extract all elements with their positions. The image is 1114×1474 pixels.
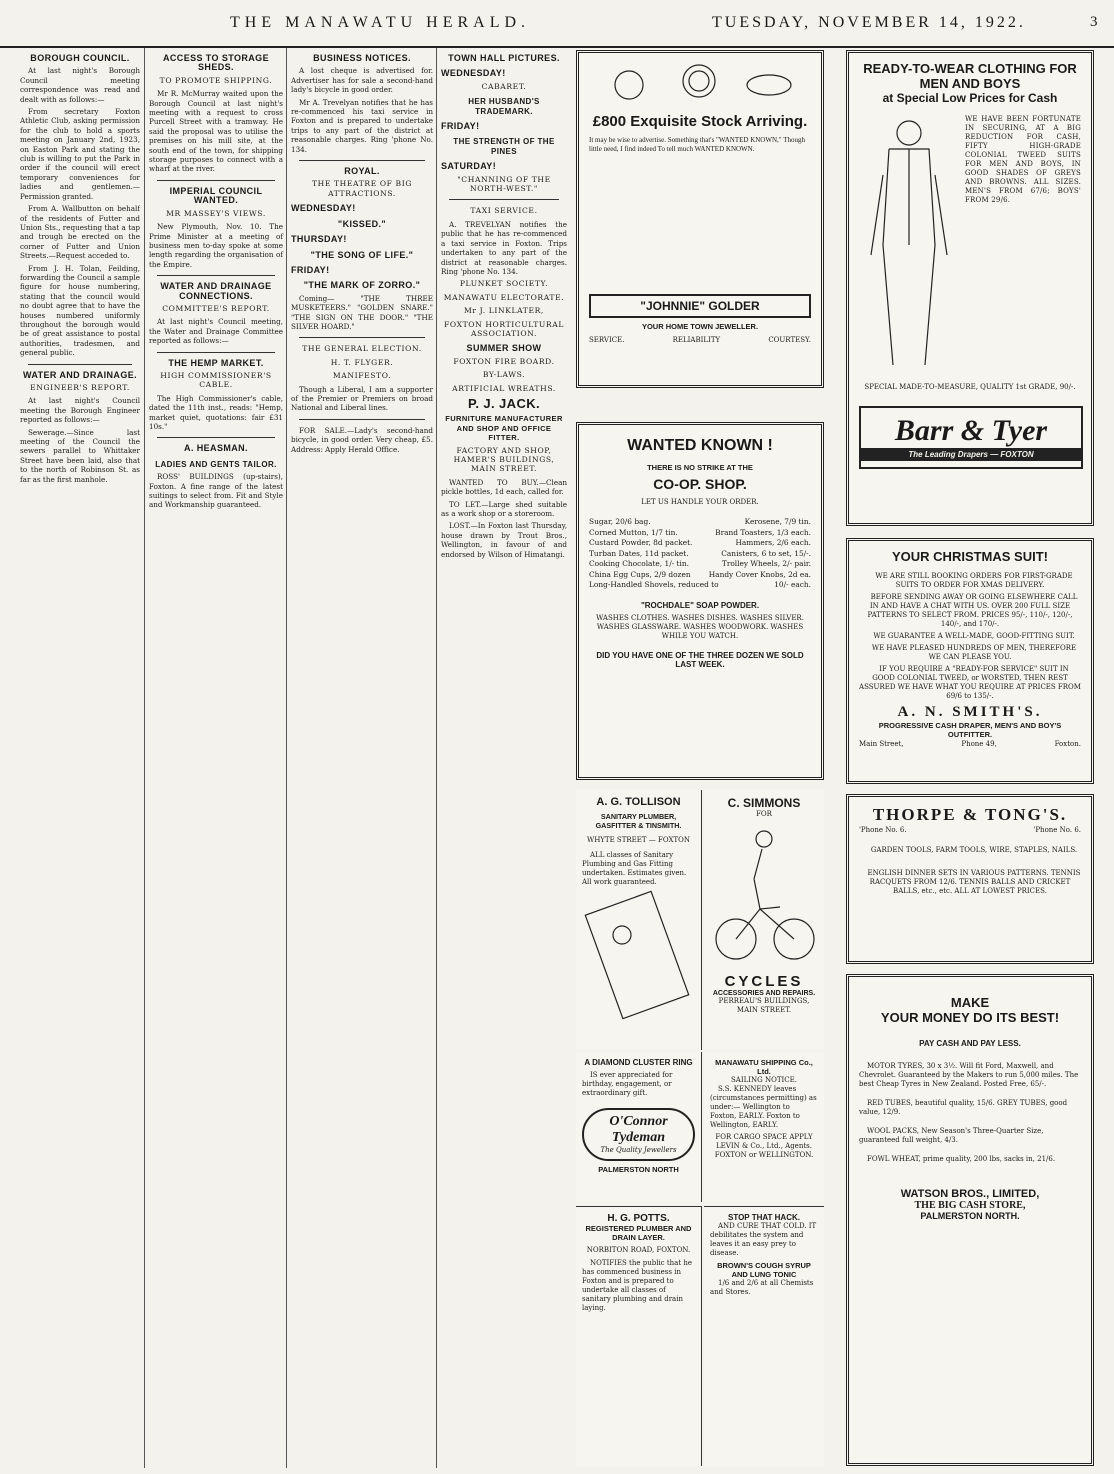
tollison-body: ALL classes of Sanitary Plumbing and Gas Fitting undertaken. Estimates given. All work guaranteed. xyxy=(582,851,687,886)
golder-values xyxy=(589,335,811,346)
coop-price-left: Custard Powder, 8d packet. xyxy=(589,538,693,547)
royal-film-song: "THE SONG OF LIFE." xyxy=(310,249,414,260)
hack-title: STOP THAT HACK. xyxy=(727,1213,800,1222)
simmons-for: FOR xyxy=(756,810,772,818)
heading-access-sheds: ACCESS TO STORAGE SHEDS. xyxy=(163,53,269,73)
taxi-para: A. TREVELYAN notifies the public that he has re-commenced a taxi service in Foxton. Trips undertaken to any part of the district at reasonable charges. Ring 'phone No. 134. xyxy=(441,219,567,276)
divider xyxy=(157,275,275,276)
jack-trade: FURNITURE MANUFACTURER AND SHOP AND OFFICE FITTER. xyxy=(445,414,563,443)
borough-para-4: From J. H. Tolan, Feilding, forwarding the Council a sample figure for house numbering, stating that the council would no doubt agree that to have the houses numbered uniformly throughout the borough would be of great assistance to postal authorities, tradesmen, and general public. xyxy=(20,263,140,358)
committee-para-1: At last night's Council meeting, the Water and Drainage Committee reported as follows:— xyxy=(149,317,283,346)
shipping-body: S.S. KENNEDY leaves (circumstances permitting) as under:— Wellington to Foxton, EARLY. Foxton to Wellington, EARLY. xyxy=(710,1085,817,1129)
coop-price-row xyxy=(589,580,811,591)
borough-para-3: From A. Wallbutton on behalf of the residents of Futter and Union Sts., requesting that a tap and trough be erected on the corner of Futter and Union Streets.—Request acceded to. xyxy=(20,204,140,261)
coop-price-row xyxy=(589,549,811,560)
oconnor-brand-2: Tydeman xyxy=(611,1130,666,1145)
column-4 xyxy=(436,48,571,1468)
coop-closing: DID YOU HAVE ONE OF THE THREE DOZEN WE SOLD LAST WEEK. xyxy=(596,650,804,669)
subheading-committee: COMMITTEE'S REPORT. xyxy=(162,303,270,313)
potts-address: NORBITON ROAD, FOXTON. xyxy=(586,1246,691,1254)
heading-electorate: MANAWATU ELECTORATE. xyxy=(443,292,565,302)
oconnor-brand-1: O'Connor xyxy=(609,1114,668,1129)
column-2 xyxy=(144,48,287,1468)
page-number: 3 xyxy=(1090,14,1098,30)
coop-line-2: CO-OP. SHOP. xyxy=(653,476,747,492)
town-cabaret: CABARET. xyxy=(481,81,527,91)
clothing-special: SPECIAL MADE-TO-MEASURE, QUALITY 1st GRADE, 90/-. xyxy=(864,383,1076,391)
hack-body: AND CURE THAT COLD. IT debilitates the system and leaves it an easy prey to disease. xyxy=(710,1222,817,1257)
thorpe-phone-right: 'Phone No. 6. xyxy=(1033,826,1081,834)
borough-para-2: From secretary Foxton Athletic Club, asking permission for the club to hold a sports meeting on January 2nd, 1923, on Easton Park and stating the club is willing to put the Park in order if the council will erect temporary conveniences for ladies and gentlemen.—Permission granted. xyxy=(20,107,140,201)
coop-price-row xyxy=(589,559,811,570)
golder-service: SERVICE. xyxy=(589,336,625,344)
jack-name: P. J. JACK. xyxy=(467,395,541,411)
coop-price-right: Trolley Wheels, 2/- pair. xyxy=(721,559,811,568)
xmas-para-2: BEFORE SENDING AWAY OR GOING ELSEWHERE CALL IN AND HAVE A CHAT WITH US. OVER 200 FULL SIZE PATTERNS TO SELECT FROM. PRICES 95/-, 110/-, 120/-, 140/-, and 170/-. xyxy=(867,593,1078,628)
lost-notice: LOST.—In Foxton last Thursday, house drawn by Trout Bros., Wellington, in favour of and endorsed by Wilson of Himatangi. xyxy=(441,521,567,559)
barr-tyer-brand: Barr & Tyer xyxy=(894,414,1048,447)
christmas-suit-ad xyxy=(846,538,1094,784)
coop-headline: WANTED KNOWN ! xyxy=(627,437,773,454)
divider xyxy=(157,352,275,353)
coop-price-row xyxy=(589,570,811,581)
thorpe-phone-left: 'Phone No. 6. xyxy=(859,826,907,834)
jack-address: FACTORY AND SHOP, HAMER'S BUILDINGS, MAIN STREET. xyxy=(453,445,555,474)
barr-tyer-tagline: The Leading Drapers — FOXTON xyxy=(861,448,1081,461)
for-sale-notice: FOR SALE.—Lady's second-hand bicycle, in good order. Very cheap, £5. Address: Apply Herald Office. xyxy=(291,425,433,454)
coop-price-right: Handy Cover Knobs, 2d ea. xyxy=(708,569,811,579)
man-in-suit-illustration xyxy=(859,115,959,375)
ring-body: IS ever appreciated for birthday, engagement, or extraordinary gift. xyxy=(582,1071,673,1097)
oconnor-logo xyxy=(582,1108,695,1161)
divider xyxy=(299,337,425,338)
golder-jeweller-ad xyxy=(576,50,824,388)
potts-name: H. G. POTTS. xyxy=(607,1213,670,1224)
watson-headline-2: YOUR MONEY DO ITS BEST! xyxy=(880,1010,1060,1025)
heading-imperial-council: IMPERIAL COUNCIL WANTED. xyxy=(169,185,263,206)
coop-price-left: Sugar, 20/6 bag. xyxy=(589,517,651,526)
heasman-body: ROSS' BUILDINGS (up-stairs), Foxton. A fine range of the latest suitings to select from. Fit and Style and Workmanship guaranteed. xyxy=(149,472,283,510)
golder-body: It may be wise to advertise. Something that's "WANTED KNOWN," Though little need, I find indeed To tell much WANTED KNOWN. xyxy=(589,136,806,153)
notices-para-2: Mr A. Trevelyan notifies that he has re-commenced his taxi service in Foxton and is prepared to undertake trips to any part of the district at reasonable charges. Ring 'phone No. 134. xyxy=(291,97,433,154)
watson-pay: PAY CASH AND PAY LESS. xyxy=(919,1039,1021,1048)
clothing-body: WE HAVE BEEN FORTUNATE IN SECURING, AT A BIG REDUCTION FOR CASH, FIFTY HIGH-GRADE COLONIAL TWEED SUITS FOR MEN AND BOYS, IN GOOD SHADES OF GREYS AND BROWNS. ALL SIZES. MEN'S FROM 67/6; BOYS' FROM 29/6. xyxy=(965,115,1081,204)
heading-royal: ROYAL. xyxy=(344,166,380,177)
coop-price-right: 10/- each. xyxy=(774,580,811,589)
town-saturday: SATURDAY! xyxy=(441,161,497,172)
clothing-headline-1: READY-TO-WEAR CLOTHING FOR xyxy=(863,61,1077,76)
watson-bros-ad xyxy=(846,974,1094,1466)
subheading-shipping: TO PROMOTE SHIPPING. xyxy=(159,75,273,85)
smith-street: Main Street, xyxy=(859,740,904,748)
simmons-name: C. SIMMONS xyxy=(727,796,801,810)
tollison-trade: SANITARY PLUMBER, GASFITTER & TINSMITH. xyxy=(595,812,682,830)
shipping-sub: SAILING NOTICE. xyxy=(731,1076,797,1084)
smith-trade: PROGRESSIVE CASH DRAPER, MEN'S AND BOY'S OUTFITTER. xyxy=(878,721,1062,739)
watson-packs: WOOL PACKS, New Season's Three-Quarter Size, guaranteed full weight, 4/3. xyxy=(859,1127,1044,1144)
simmons-ad xyxy=(704,790,824,1050)
coop-price-left: Cooking Chocolate, 1/- tin. xyxy=(589,559,689,568)
heasman-trade: LADIES AND GENTS TAILOR. xyxy=(155,459,277,469)
tollison-street: WHYTE STREET — FOXTON xyxy=(587,836,690,844)
heading-plunket: PLUNKET SOCIETY. xyxy=(459,279,549,289)
issue-date: TUESDAY, NOVEMBER 14, 1922. xyxy=(712,14,1026,31)
shipping-ad xyxy=(704,1052,824,1202)
bicycle-illustration xyxy=(710,819,818,969)
divider xyxy=(299,160,425,161)
water-para-1: At last night's Council meeting the Borough Engineer reported as follows:— xyxy=(20,396,140,425)
coop-line-1: THERE IS NO STRIKE AT THE xyxy=(647,463,753,472)
potts-ad xyxy=(576,1206,702,1466)
election-signature: H. T. FLYGER. xyxy=(330,357,394,367)
town-wednesday: WEDNESDAY! xyxy=(441,68,506,79)
royal-film-kissed: "KISSED." xyxy=(337,218,387,229)
oconnor-city: PALMERSTON NORTH xyxy=(598,1165,679,1174)
coop-price-row xyxy=(589,517,811,528)
heading-wreaths: ARTIFICIAL WREATHS. xyxy=(452,383,556,393)
coop-price-left: Turban Dates, 11d packet. xyxy=(589,548,689,558)
divider xyxy=(157,180,275,181)
coop-price-list xyxy=(589,517,811,591)
royal-friday: FRIDAY! xyxy=(291,264,330,275)
divider xyxy=(449,199,559,200)
golder-headline: £800 Exquisite Stock Arriving. xyxy=(592,113,808,130)
to-let-notice: TO LET.—Large shed suitable as a work shop or a storeroom. xyxy=(441,499,567,519)
simmons-address: PERREAU'S BUILDINGS, MAIN STREET. xyxy=(718,997,810,1014)
watson-store: THE BIG CASH STORE, xyxy=(914,1200,1026,1211)
heading-town-hall: TOWN HALL PICTURES. xyxy=(448,53,560,63)
imperial-para-1: New Plymouth, Nov. 10. The Prime Minister at a meeting of business men to-day spoke at some length regarding the organisation of the Empire. xyxy=(149,222,283,269)
divider xyxy=(299,419,425,420)
heading-hemp-market: THE HEMP MARKET. xyxy=(168,357,264,368)
golder-reliability: RELIABILITY xyxy=(672,336,721,344)
barr-tyer-logo xyxy=(859,406,1083,469)
hack-remedy: BROWN'S COUGH SYRUP AND LUNG TONIC xyxy=(717,1261,811,1279)
subheading-massey: MR MASSEY'S VIEWS. xyxy=(166,208,266,218)
smith-name: A. N. SMITH'S. xyxy=(897,704,1043,720)
coop-price-left: Long-Handled Shovels, reduced to xyxy=(589,580,719,589)
borough-para-1: At last night's Borough Council meeting correspondence was read and dealt with as follows:— xyxy=(20,66,140,104)
simmons-cycles: CYCLES xyxy=(724,973,804,990)
potts-trade: REGISTERED PLUMBER AND DRAIN LAYER. xyxy=(585,1224,692,1242)
coop-price-left: China Egg Cups, 2/9 dozen xyxy=(589,569,691,579)
royal-wednesday: WEDNESDAY! xyxy=(291,203,356,214)
golder-courtesy: COURTESY. xyxy=(768,336,811,344)
heading-general-election: THE GENERAL ELECTION. xyxy=(302,344,422,354)
tollison-name: A. G. TOLLISON xyxy=(596,796,681,808)
smith-phone: Phone 49, xyxy=(961,740,997,748)
divider xyxy=(28,364,132,365)
royal-thursday: THURSDAY! xyxy=(291,234,347,245)
cough-syrup-ad xyxy=(704,1206,824,1466)
oconnor-subtitle: The Quality Jewellers xyxy=(600,1146,677,1154)
divider xyxy=(157,437,275,438)
column-1 xyxy=(20,48,140,1468)
town-north-west: "CHANNING OF THE NORTH-WEST." xyxy=(457,174,551,194)
xmas-para-4: WE HAVE PLEASED HUNDREDS OF MEN, THEREFORE WE CAN PLEASE YOU. xyxy=(871,644,1077,661)
simmons-repairs: ACCESSORIES AND REPAIRS. xyxy=(712,990,816,997)
xmas-para-3: WE GUARANTEE A WELL-MADE, GOOD-FITTING SUIT. xyxy=(873,632,1075,640)
column-3 xyxy=(286,48,437,1468)
golder-tagline: YOUR HOME TOWN JEWELLER. xyxy=(641,322,759,331)
royal-coming: Coming— "THE THREE MUSKETEERS." "GOLDEN SNARE." "THE SIGN ON THE DOOR." "THE SILVER HOARD." xyxy=(291,293,433,331)
hack-price: 1/6 and 2/6 at all Chemists and Stores. xyxy=(710,1279,814,1296)
wanted-notice: WANTED TO BUY.—Clean pickle bottles, 1d each, called for. xyxy=(441,477,567,497)
thorpe-para-1: GARDEN TOOLS, FARM TOOLS, WIRE, STAPLES, NAILS. xyxy=(870,845,1078,854)
tollison-ad xyxy=(576,790,702,1050)
coop-price-right: Kerosene, 7/9 tin. xyxy=(744,517,811,526)
watson-tubes: RED TUBES, beautiful quality, 15/6. GREY TUBES, good value, 12/9. xyxy=(859,1099,1068,1116)
newspaper-title: THE MANAWATU HERALD. xyxy=(230,14,531,31)
xmas-para-5: IF YOU REQUIRE A "READY-FOR SERVICE" SUIT IN GOOD COLONIAL TWEED, or WORSTED, THEN REST ASSURED WE HAVE WHAT YOU REQUIRE AT PRICES FROM 69/6 to 135/-. xyxy=(859,665,1081,700)
coop-price-left: Corned Mutton, 1/7 tin. xyxy=(589,527,678,537)
ring-title: A DIAMOND CLUSTER RING xyxy=(584,1058,693,1067)
shipping-name: MANAWATU SHIPPING Co., Ltd. xyxy=(715,1058,813,1076)
heasman-name: A. HEASMAN. xyxy=(184,443,248,454)
heading-manifesto: MANIFESTO. xyxy=(332,371,392,381)
coop-soap-heading: "ROCHDALE" SOAP POWDER. xyxy=(640,600,760,610)
town-trademark: HER HUSBAND'S TRADEMARK. xyxy=(468,97,540,116)
heading-borough-council: BOROUGH COUNCIL. xyxy=(30,53,130,63)
ring-illustration xyxy=(582,890,692,1030)
coop-price-row xyxy=(589,528,811,539)
watson-city: PALMERSTON NORTH. xyxy=(920,1211,1020,1221)
heading-fire-board: FOXTON FIRE BOARD. xyxy=(453,356,555,366)
jewellery-illustration xyxy=(589,59,809,107)
coop-price-right: Canisters, 6 to set, 15/-. xyxy=(721,548,811,558)
thorpe-para-2: ENGLISH DINNER SETS IN VARIOUS PATTERNS. TENNIS RACQUETS FROM 12/6. TENNIS BALLS AND CRICKET BALLS, etc., etc. ALL AT LOWEST PRICES. xyxy=(867,868,1081,895)
thorpe-phones xyxy=(859,825,1081,836)
heading-water-connections: WATER AND DRAINAGE CONNECTIONS. xyxy=(160,281,272,301)
clothing-headline-2: MEN AND BOYS xyxy=(919,76,1021,91)
smith-contact xyxy=(859,739,1081,750)
heading-business-notices: BUSINESS NOTICES. xyxy=(313,53,411,63)
watson-fowl: FOWL WHEAT, prime quality, 200 lbs, sacks in, 21/6. xyxy=(867,1155,1056,1163)
heading-water-drainage: WATER AND DRAINAGE. xyxy=(22,369,138,380)
coop-soap-lines: WASHES CLOTHES. WASHES DISHES. WASHES SILVER. WASHES GLASSWARE. WASHES WOODWORK. WASHES WHILE YOU WATCH. xyxy=(596,613,804,640)
water-para-2: Sewerage.—Since last meeting of the Council the sewers parallel to Whittaker Street have been laid, also that to the north of Robinson St. as far as the first manhole. xyxy=(20,427,140,484)
subheading-royal: THE THEATRE OF BIG ATTRACTIONS. xyxy=(311,179,413,198)
potts-body: NOTIFIES the public that he has commenced business in Foxton and is prepared to undertake all classes of sanitary plumbing and drain laying. xyxy=(582,1259,693,1312)
notices-para-1: A lost cheque is advertised for. Advertiser has for sale a second-hand lady's bicycle in good order. xyxy=(291,66,433,95)
hemp-para-1: The High Commissioner's cable, dated the 11th inst., reads: "Hemp, market quiet, quotations: fair £31 10s." xyxy=(149,393,283,431)
heading-horticultural: FOXTON HORTICULTURAL ASSOCIATION. xyxy=(444,319,564,338)
coop-price-right: Hammers, 2/6 each. xyxy=(735,538,811,547)
manifesto-para: Though a Liberal, I am a supporter of the Premier or Premiers on broad National and Liberal lines. xyxy=(291,384,433,413)
heading-bylaws: BY-LAWS. xyxy=(482,370,526,380)
masthead xyxy=(0,0,1114,48)
clothing-body-row xyxy=(859,115,1081,375)
heading-taxi: TAXI SERVICE. xyxy=(470,206,538,216)
town-friday: FRIDAY! xyxy=(441,121,480,132)
watson-headline-1: MAKE xyxy=(950,995,990,1010)
coop-price-right: Brand Toasters, 1/3 each. xyxy=(715,527,811,537)
shipping-cargo: FOR CARGO SPACE APPLY LEVIN & Co., Ltd., Agents. FOXTON or WELLINGTON. xyxy=(714,1133,814,1159)
subheading-hemp-cable: HIGH COMMISSIONER'S CABLE. xyxy=(160,370,272,390)
xmas-headline: YOUR CHRISTMAS SUIT! xyxy=(892,549,1048,564)
smith-town: Foxton. xyxy=(1054,740,1081,748)
golder-name: "JOHNNIE" GOLDER xyxy=(589,294,811,318)
oconnor-tydeman-ad xyxy=(576,1052,702,1202)
watson-tyres: MOTOR TYRES, 30 x 3½. Will fit Ford, Maxwell, and Chevrolet. Guaranteed by the Makers to run 5,000 miles. The best Cheap Tyres in New Zealand. Posted Free, 65/-. xyxy=(859,1062,1079,1088)
access-para-1: Mr R. McMurray waited upon the Borough Council at last night's meeting with a request to cross Purcell Street with a tramway. He said the proposal was to utilise the premises on his mill site, at the south end of the town, for shipping storage purposes to connect with a wharf at the river. xyxy=(149,89,283,174)
coop-price-row xyxy=(589,538,811,549)
royal-film-zorro: "THE MARK OF ZORRO." xyxy=(303,280,421,291)
thorpe-tongs-ad xyxy=(846,794,1094,964)
coop-shop-ad xyxy=(576,422,824,780)
subheading-engineer-report: ENGINEER'S REPORT. xyxy=(30,383,130,392)
watson-name: WATSON BROS., LIMITED, xyxy=(900,1188,1040,1200)
summer-show: SUMMER SHOW xyxy=(466,343,542,354)
clothing-headline-3: at Special Low Prices for Cash xyxy=(882,91,1058,105)
xmas-para-1: WE ARE STILL BOOKING ORDERS FOR FIRST-GRADE SUITS TO ORDER FOR XMAS DELIVERY. xyxy=(875,572,1073,589)
linklater-name: Mr J. LINKLATER, xyxy=(464,306,544,316)
town-pines: THE STRENGTH OF THE PINES xyxy=(453,137,555,156)
thorpe-name: THORPE & TONG'S. xyxy=(872,805,1068,824)
barr-tyer-clothing-ad xyxy=(846,50,1094,526)
coop-line-3: LET US HANDLE YOUR ORDER. xyxy=(641,498,759,506)
